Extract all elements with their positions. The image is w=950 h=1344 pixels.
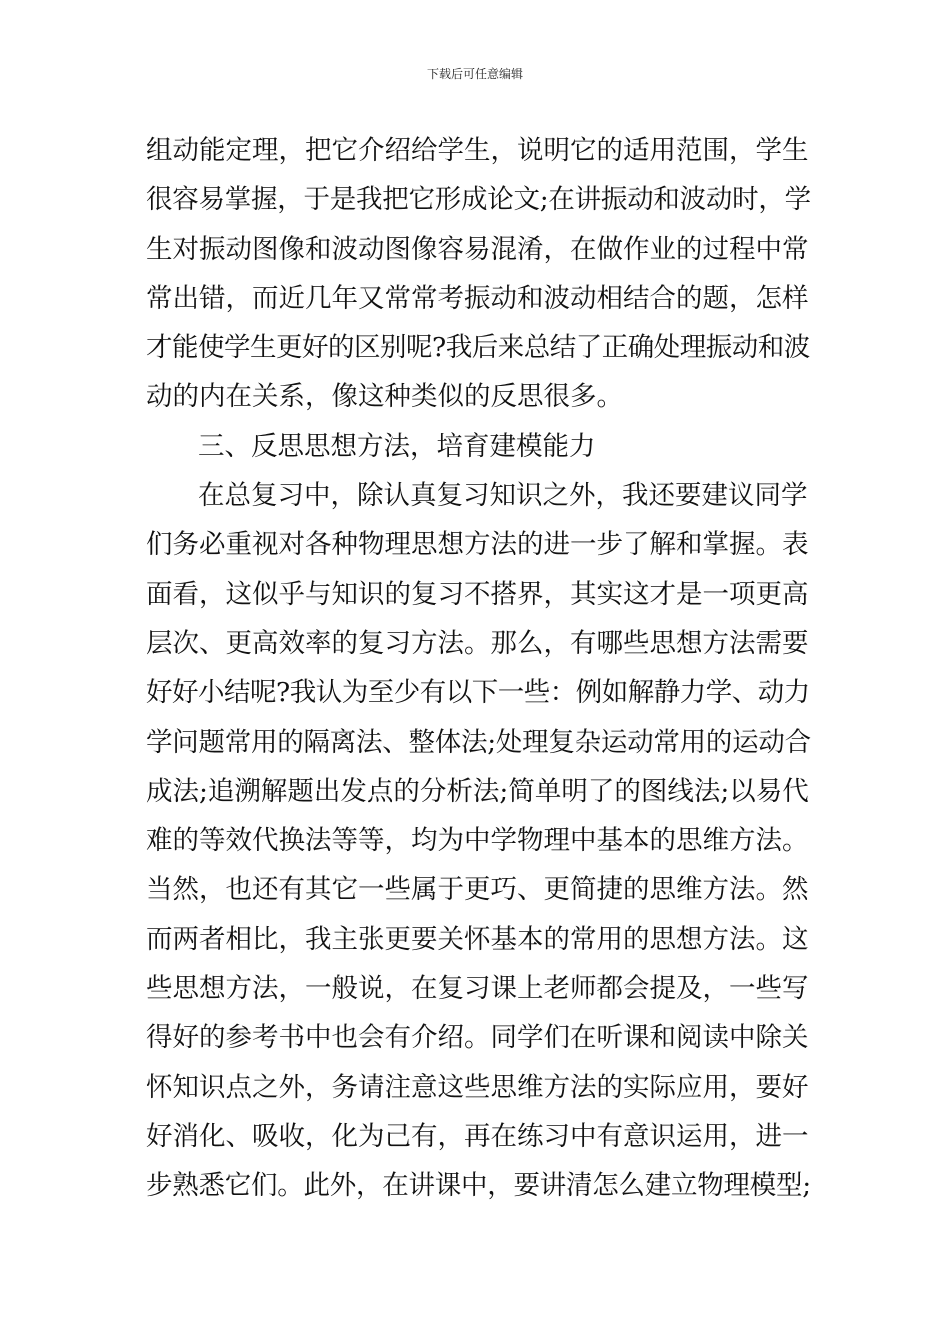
text-line: 面看，这似乎与知识的复习不搭界，其实这才是一项更高 xyxy=(146,578,809,610)
text-line: 好好小结呢?我认为至少有以下一些：例如解静力学、动力 xyxy=(146,677,810,709)
text-line: 生对振动图像和波动图像容易混淆，在做作业的过程中常 xyxy=(146,233,809,265)
document-body xyxy=(146,126,814,1211)
text-line: 怀知识点之外，务请注意这些思维方法的实际应用，要好 xyxy=(146,1071,809,1103)
paragraph-first-line: 在总复习中，除认真复习知识之外，我还要建议同学 xyxy=(198,480,808,512)
text-line: 步熟悉它们。此外，在讲课中，要讲清怎么建立物理模型; xyxy=(146,1170,811,1202)
text-line: 得好的参考书中也会有介绍。同学们在听课和阅读中除关 xyxy=(146,1022,809,1054)
text-line: 些思想方法，一般说，在复习课上老师都会提及，一些写 xyxy=(146,973,809,1005)
text-line: 成法;追溯解题出发点的分析法;简单明了的图线法;以易代 xyxy=(146,775,809,807)
text-line: 而两者相比，我主张更要关怀基本的常用的思想方法。这 xyxy=(146,923,809,955)
page-header: 下载后可任意编辑 xyxy=(426,67,523,81)
text-line: 层次、更高效率的复习方法。那么，有哪些思想方法需要 xyxy=(146,627,809,659)
text-line: 当然，也还有其它一些属于更巧、更简捷的思维方法。然 xyxy=(146,874,809,906)
section-heading: 三、反思思想方法，培育建模能力 xyxy=(198,430,596,462)
text-line: 动的内在关系，像这种类似的反思很多。 xyxy=(146,381,623,413)
text-line: 很容易掌握，于是我把它形成论文;在讲振动和波动时，学 xyxy=(146,184,811,216)
text-line: 学问题常用的隔离法、整体法;处理复杂运动常用的运动合 xyxy=(146,726,811,758)
text-line: 组动能定理，把它介绍给学生，说明它的适用范围，学生 xyxy=(146,135,809,166)
text-line: 才能使学生更好的区别呢?我后来总结了正确处理振动和波 xyxy=(146,332,810,364)
text-line: 难的等效代换法等等，均为中学物理中基本的思维方法。 xyxy=(146,825,809,857)
text-line: 好消化、吸收，化为己有，再在练习中有意识运用，进一 xyxy=(146,1120,809,1152)
text-line: 们务必重视对各种物理思想方法的进一步了解和掌握。表 xyxy=(146,529,809,561)
text-line: 常出错，而近几年又常常考振动和波动相结合的题，怎样 xyxy=(146,282,809,314)
